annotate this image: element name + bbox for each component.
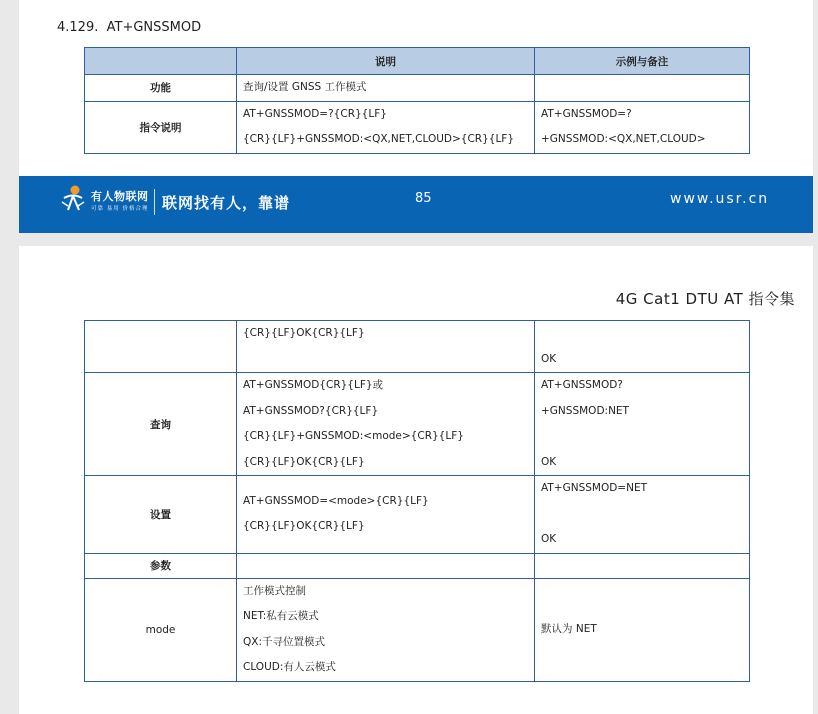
row-label: 功能 [85, 75, 237, 102]
note-line [541, 424, 743, 450]
note-line: AT+GNSSMOD=NET [541, 482, 648, 494]
row-description [237, 75, 535, 102]
usr-logo-icon [60, 184, 86, 212]
command-table-top [84, 47, 750, 154]
description-line: AT+GNSSMOD=?{CR}{LF} [243, 107, 387, 120]
table-row [85, 373, 750, 476]
row-note [535, 101, 750, 153]
header-cell-example: 示例与备注 [535, 48, 750, 75]
description-line: 工作模式控制 [243, 584, 306, 597]
note-line: OK [541, 455, 557, 468]
row-note [535, 578, 750, 681]
document-page-2 [19, 246, 813, 714]
table-row [85, 101, 750, 153]
document-page-1 [19, 0, 813, 212]
row-label [85, 321, 237, 373]
description-line: AT+GNSSMOD?{CR}{LF} [243, 404, 379, 417]
table-header-row [85, 48, 750, 75]
description-line: CLOUD:有人云模式 [243, 661, 336, 673]
document-header-title: 4G Cat1 DTU AT 指令集 [615, 290, 795, 308]
row-label: 参数 [85, 553, 237, 578]
description-line: AT+GNSSMOD{CR}{LF}或 [243, 379, 384, 391]
logo-divider [154, 189, 155, 215]
description-line: AT+GNSSMOD=<mode>{CR}{LF} [243, 494, 429, 507]
brand-name: 有人物联网 [91, 190, 149, 203]
row-note [535, 553, 750, 578]
description-line: {CR}{LF}+GNSSMOD:<mode>{CR}{LF} [243, 430, 464, 442]
row-description [237, 476, 535, 554]
section-title [57, 20, 201, 35]
description-line: {CR}{LF}OK{CR}{LF} [243, 327, 365, 339]
note-line: +GNSSMOD:NET [541, 404, 629, 417]
page-number: 85 [415, 191, 432, 206]
description-line: {CR}{LF}+GNSSMOD:<QX,NET,CLOUD>{CR}{LF} [243, 133, 515, 145]
row-label: mode [85, 578, 237, 681]
description-line: NET:私有云模式 [243, 610, 319, 622]
row-label: 查询 [85, 373, 237, 476]
note-line: OK [541, 352, 557, 365]
table-row [85, 321, 750, 373]
command-table-continued [84, 320, 750, 682]
note-line: +GNSSMOD:<QX,NET,CLOUD> [541, 133, 706, 145]
description-line: {CR}{LF}OK{CR}{LF} [243, 455, 365, 468]
section-number: 4.129. [57, 20, 99, 35]
row-note [535, 476, 750, 554]
note-line [541, 554, 743, 578]
row-note [535, 75, 750, 102]
row-label: 指令说明 [85, 101, 237, 153]
description-line: {CR}{LF}OK{CR}{LF} [243, 520, 365, 533]
description-line: QX:千寻位置模式 [243, 635, 325, 648]
row-description [237, 373, 535, 476]
row-note [535, 321, 750, 373]
header-cell-description: 说明 [237, 48, 535, 75]
note-line: AT+GNSSMOD=? [541, 107, 632, 120]
description-line [243, 554, 528, 578]
description-line [243, 347, 528, 373]
header-cell-blank [85, 48, 237, 75]
row-note [535, 373, 750, 476]
note-line [541, 75, 743, 101]
table-row [85, 553, 750, 578]
row-description [237, 553, 535, 578]
footer-slogan: 联网找有人，靠谱 [162, 194, 291, 212]
note-line: OK [541, 533, 557, 545]
note-line [541, 502, 743, 528]
table-row [85, 476, 750, 554]
page-footer [19, 176, 813, 233]
footer-url: www.usr.cn [670, 191, 770, 207]
row-description [237, 101, 535, 153]
row-description [237, 578, 535, 681]
row-description [237, 321, 535, 373]
note-line: AT+GNSSMOD? [541, 379, 623, 391]
note-line [541, 321, 743, 347]
table-row [85, 75, 750, 102]
table-row [85, 578, 750, 681]
brand-tagline: 可靠 易用 价格合理 [91, 206, 149, 212]
note-line: 默认为 NET [541, 622, 597, 635]
section-command: AT+GNSSMOD [106, 20, 202, 35]
row-label: 设置 [85, 476, 237, 554]
description-line: 查询/设置 GNSS 工作模式 [243, 81, 367, 93]
